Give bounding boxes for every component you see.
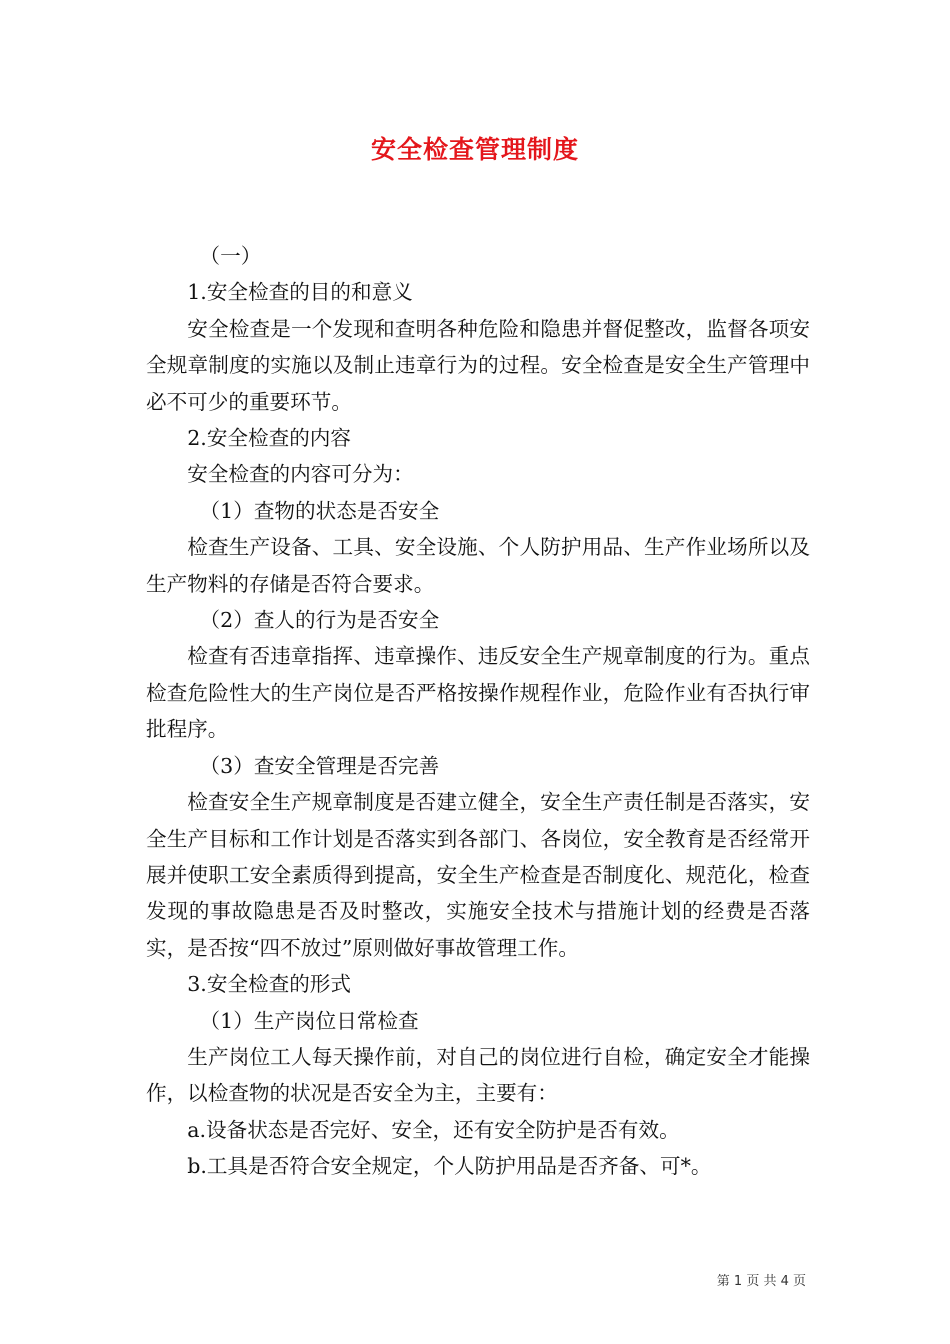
paragraph-subheading: （1）查物的状态是否安全 bbox=[199, 498, 440, 523]
document-title: 安全检查管理制度 bbox=[370, 135, 579, 164]
paragraph-list-item: b.工具是否符合安全规定，个人防护用品是否齐备、可*。 bbox=[187, 1154, 712, 1179]
paragraph-heading-3: 3.安全检查的形式 bbox=[187, 972, 351, 997]
paragraph-section-marker: （一） bbox=[199, 244, 262, 268]
page-number-footer: 第 1 页 共 4 页 bbox=[716, 1274, 806, 1289]
document-body bbox=[146, 238, 810, 1185]
paragraph-body: 检查有否违章指挥、违章操作、违反安全生产规章制度的行为。重点检查危险性大的生产岗位是否严格按操作规程作业，危险作业有否执行审批程序。 bbox=[146, 644, 810, 742]
paragraph-body: 检查生产设备、工具、安全设施、个人防护用品、生产作业场所以及生产物料的存储是否符合要求。 bbox=[146, 535, 810, 596]
paragraph-subheading: （1）生产岗位日常检查 bbox=[199, 1008, 419, 1033]
paragraph-body: 检查安全生产规章制度是否建立健全，安全生产责任制是否落实，安全生产目标和工作计划是否落实到各部门、各岗位，安全教育是否经常开展并使职工安全素质得到提高，安全生产检查是否制度化、规范化，检查发现的事故隐患是否及时整改，实施安全技术与措施计划的经费是否落实，是否按“四不放过”原则做好事故管理工作。 bbox=[146, 790, 810, 960]
paragraph-body: 生产岗位工人每天操作前，对自己的岗位进行自检，确定安全才能操作，以检查物的状况是否安全为主，主要有： bbox=[146, 1044, 810, 1106]
paragraph-subheading: （2）查人的行为是否安全 bbox=[199, 608, 440, 633]
paragraph-body: 安全检查是一个发现和查明各种危险和隐患并督促整改，监督各项安全规章制度的实施以及制止违章行为的过程。安全检查是安全生产管理中必不可少的重要环节。 bbox=[146, 316, 810, 414]
paragraph-heading-1: 1.安全检查的目的和意义 bbox=[187, 280, 413, 305]
paragraph-heading-2: 2.安全检查的内容 bbox=[187, 426, 351, 451]
paragraph-body: 安全检查的内容可分为： bbox=[187, 462, 414, 487]
paragraph-subheading: （3）查安全管理是否完善 bbox=[199, 753, 440, 778]
paragraph-list-item: a.设备状态是否完好、安全，还有安全防护是否有效。 bbox=[187, 1117, 680, 1142]
